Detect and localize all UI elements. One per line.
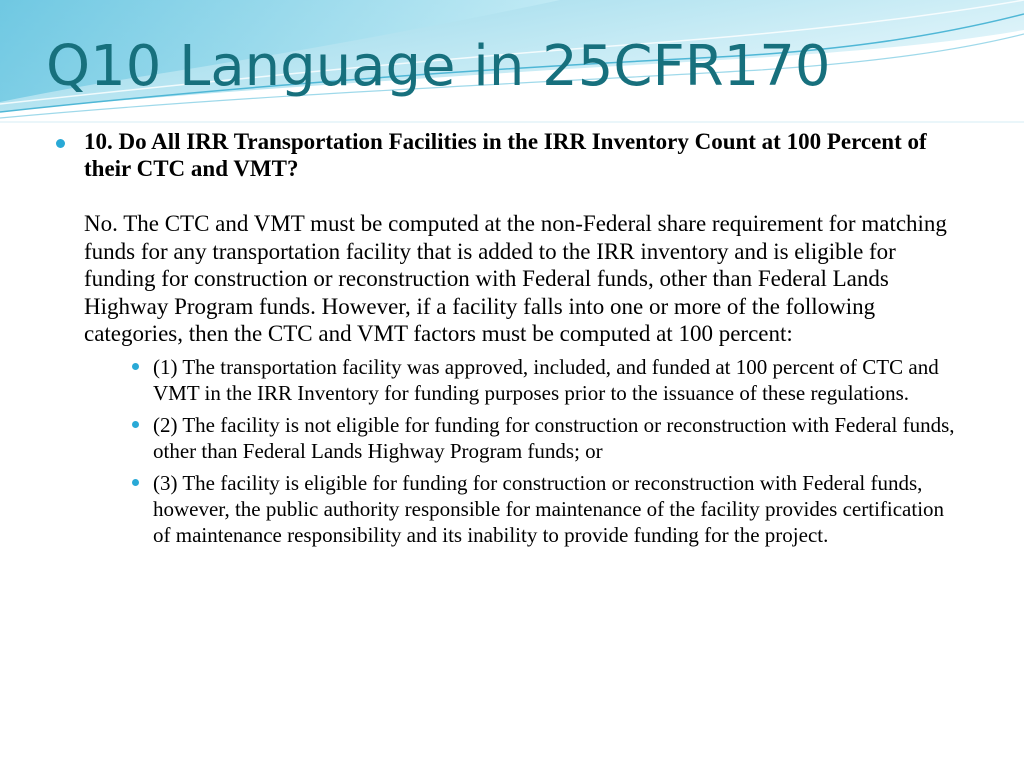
question-bullet — [56, 128, 956, 182]
category-item-3 — [132, 470, 956, 548]
sub-bullet-dot-icon — [132, 479, 139, 486]
category-text: (1) The transportation facility was approved, included, and funded at 100 percent of CTC and VMT in the IRR Inventory for funding purposes prior to the issuance of these regulations. — [153, 354, 939, 405]
category-item-2 — [132, 412, 956, 464]
question-text: 10. Do All IRR Transportation Facilities in the IRR Inventory Count at 100 Percent of their CTC and VMT? — [84, 129, 927, 181]
sub-bullet-dot-icon — [132, 363, 139, 370]
bullet-dot-icon — [56, 139, 65, 148]
category-text: (2) The facility is not eligible for funding for construction or reconstruction with Federal funds, other than Federal Lands Highway Program funds; or — [153, 412, 955, 463]
category-item-1 — [132, 354, 956, 406]
answer-text: No. The CTC and VMT must be computed at the non-Federal share requirement for matching funds for any transportation facility that is added to the IRR inventory and is eligible for funding for construction or reconstruction with Federal funds, other than Federal Lands Highway Program funds. However, if a facility falls into one or more of the following categories, then the CTC and VMT factors must be computed at 100 percent: — [84, 211, 947, 346]
slide-title: Q10 Language in 25CFR170 — [46, 34, 831, 99]
category-text: (3) The facility is eligible for funding for construction or reconstruction with Federal funds, however, the public authority responsible for maintenance of the facility provides certification of maintenance responsibility and its inability to provide funding for the project. — [153, 470, 945, 547]
sub-bullet-dot-icon — [132, 421, 139, 428]
slide-content — [56, 128, 956, 554]
answer-paragraph — [84, 210, 956, 548]
category-list — [132, 354, 956, 548]
